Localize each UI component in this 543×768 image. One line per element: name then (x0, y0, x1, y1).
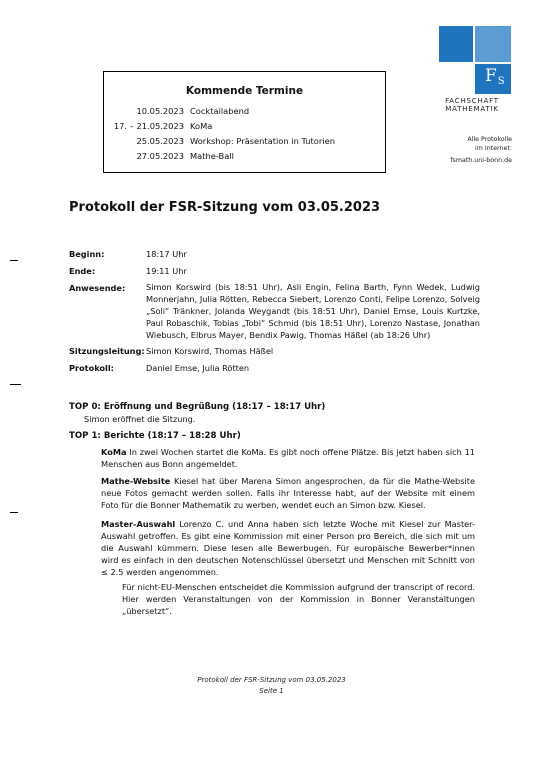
event-date: 27.05.2023 (136, 151, 184, 161)
session-lead-label: Sitzungsleitung: (69, 346, 145, 356)
report-master-text-2: Für nicht-EU-Menschen entscheidet die Kommission aufgrund der transcript of record. Hier werden Veranstaltungen von der Kommission in Bonner Veranstaltungen „übersetzt“. (122, 582, 475, 616)
event-name: KoMa (190, 121, 213, 131)
report-master-text: Lorenzo C. und Anna haben sich letzte Woche mit Kiesel zur Master-Auswahl getroffen. Es gibt eine Kommission mit einer Person pro Bereich, die sich mit um die Auswahl kümmern. Diese lesen alle Bewerbugen. Für europäische Bewerber*innen wird es einfach in den deutschen Notenschlüssel übersetzt und Menschen mit Schnitt von ≤ 2.5 werden angenommen. (101, 519, 475, 577)
logo-text (428, 97, 516, 113)
report-koma (101, 446, 475, 470)
logo-letters: FS (485, 66, 505, 87)
report-koma-text: In zwei Wochen startet die KoMa. Es gibt noch offene Plätze. Bis jetzt haben sich 11 Menschen aus Bonn angemeldet. (101, 447, 475, 469)
logo-line-2: MATHEMATIK (445, 105, 499, 113)
session-lead-value: Simon Korswird, Thomas Häßel (146, 346, 274, 356)
begin-label: Beginn: (69, 249, 105, 259)
fold-mark (10, 384, 21, 385)
upcoming-events-title: Kommende Termine (185, 85, 304, 97)
fachschaft-logo (439, 26, 511, 104)
event-name: Mathe-Ball (190, 151, 234, 161)
event-name: Workshop: Präsentation in Tutorien (190, 136, 335, 146)
logo-line-1: FACHSCHAFT (445, 97, 499, 105)
document-title: Protokoll der FSR-Sitzung vom 03.05.2023 (69, 200, 381, 215)
event-date: 10.05.2023 (136, 106, 184, 116)
begin-value: 18:17 Uhr (146, 249, 187, 259)
upcoming-events-box (103, 71, 386, 173)
report-master-label: Master-Auswahl (101, 519, 176, 529)
attendees-label: Anwesende: (69, 283, 126, 293)
end-label: Ende: (69, 266, 96, 276)
footer-title: Protokoll der FSR-Sitzung vom 03.05.2023 (197, 676, 346, 684)
report-website-label: Mathe-Website (101, 476, 171, 486)
protocols-note: Alle Protokolle im Internet: (467, 136, 512, 152)
event-name: Cocktailabend (190, 106, 250, 116)
report-website-text: Kiesel hat über Marena Simon angesprochen, da für die Mathe-Website neue Fotos gemacht werden sollen. Falls ihr Interesse habt, auf der Website mit einem Foto für die Bonner Mathematik zu werben, wendet euch an Simon bzw. Kiesel. (101, 476, 475, 510)
page-number: Seite 1 (259, 687, 284, 695)
fold-mark (10, 260, 18, 261)
protocols-url-link[interactable]: fsmath.uni-bonn.de (450, 157, 512, 164)
report-koma-label: KoMa (101, 447, 127, 457)
report-master (101, 518, 475, 578)
end-value: 19:11 Uhr (146, 266, 187, 276)
top0-text: Simon eröffnet die Sitzung. (84, 414, 196, 424)
fold-mark (10, 512, 18, 513)
event-date: 25.05.2023 (136, 136, 184, 146)
minutes-label: Protokoll: (69, 363, 114, 373)
event-date: 17. – 21.05.2023 (113, 121, 184, 131)
report-website (101, 475, 475, 511)
top0-heading: TOP 0: Eröffnung und Begrüßung (18:17 – 18:17 Uhr) (69, 402, 326, 412)
top1-heading: TOP 1: Berichte (18:17 – 18:28 Uhr) (69, 431, 241, 441)
attendees-value: Simon Korswird (bis 18:51 Uhr), Asli Engin, Felina Barth, Fynn Wedek, Ludwig Monnerjahn, Julia Rötten, Rebecca Siebert, Lorenzo Conti, Felipe Lorenzo, Solveig „Soli“ Tränkner, Jolanda Weygandt (bis 18:51 Uhr), Daniel Emse, Louis Kurtzke, Paul Robaschik, Tobias „Tobi“ Schmid (bis 18:51 Uhr), Lorenzo Nastase, Jonathan Wiebusch, Elbrus Mayer, Bendix Pawig, Thomas Häßel (ab 18:26 Uhr) (146, 282, 480, 340)
minutes-value: Daniel Emse, Julia Rötten (146, 363, 250, 373)
